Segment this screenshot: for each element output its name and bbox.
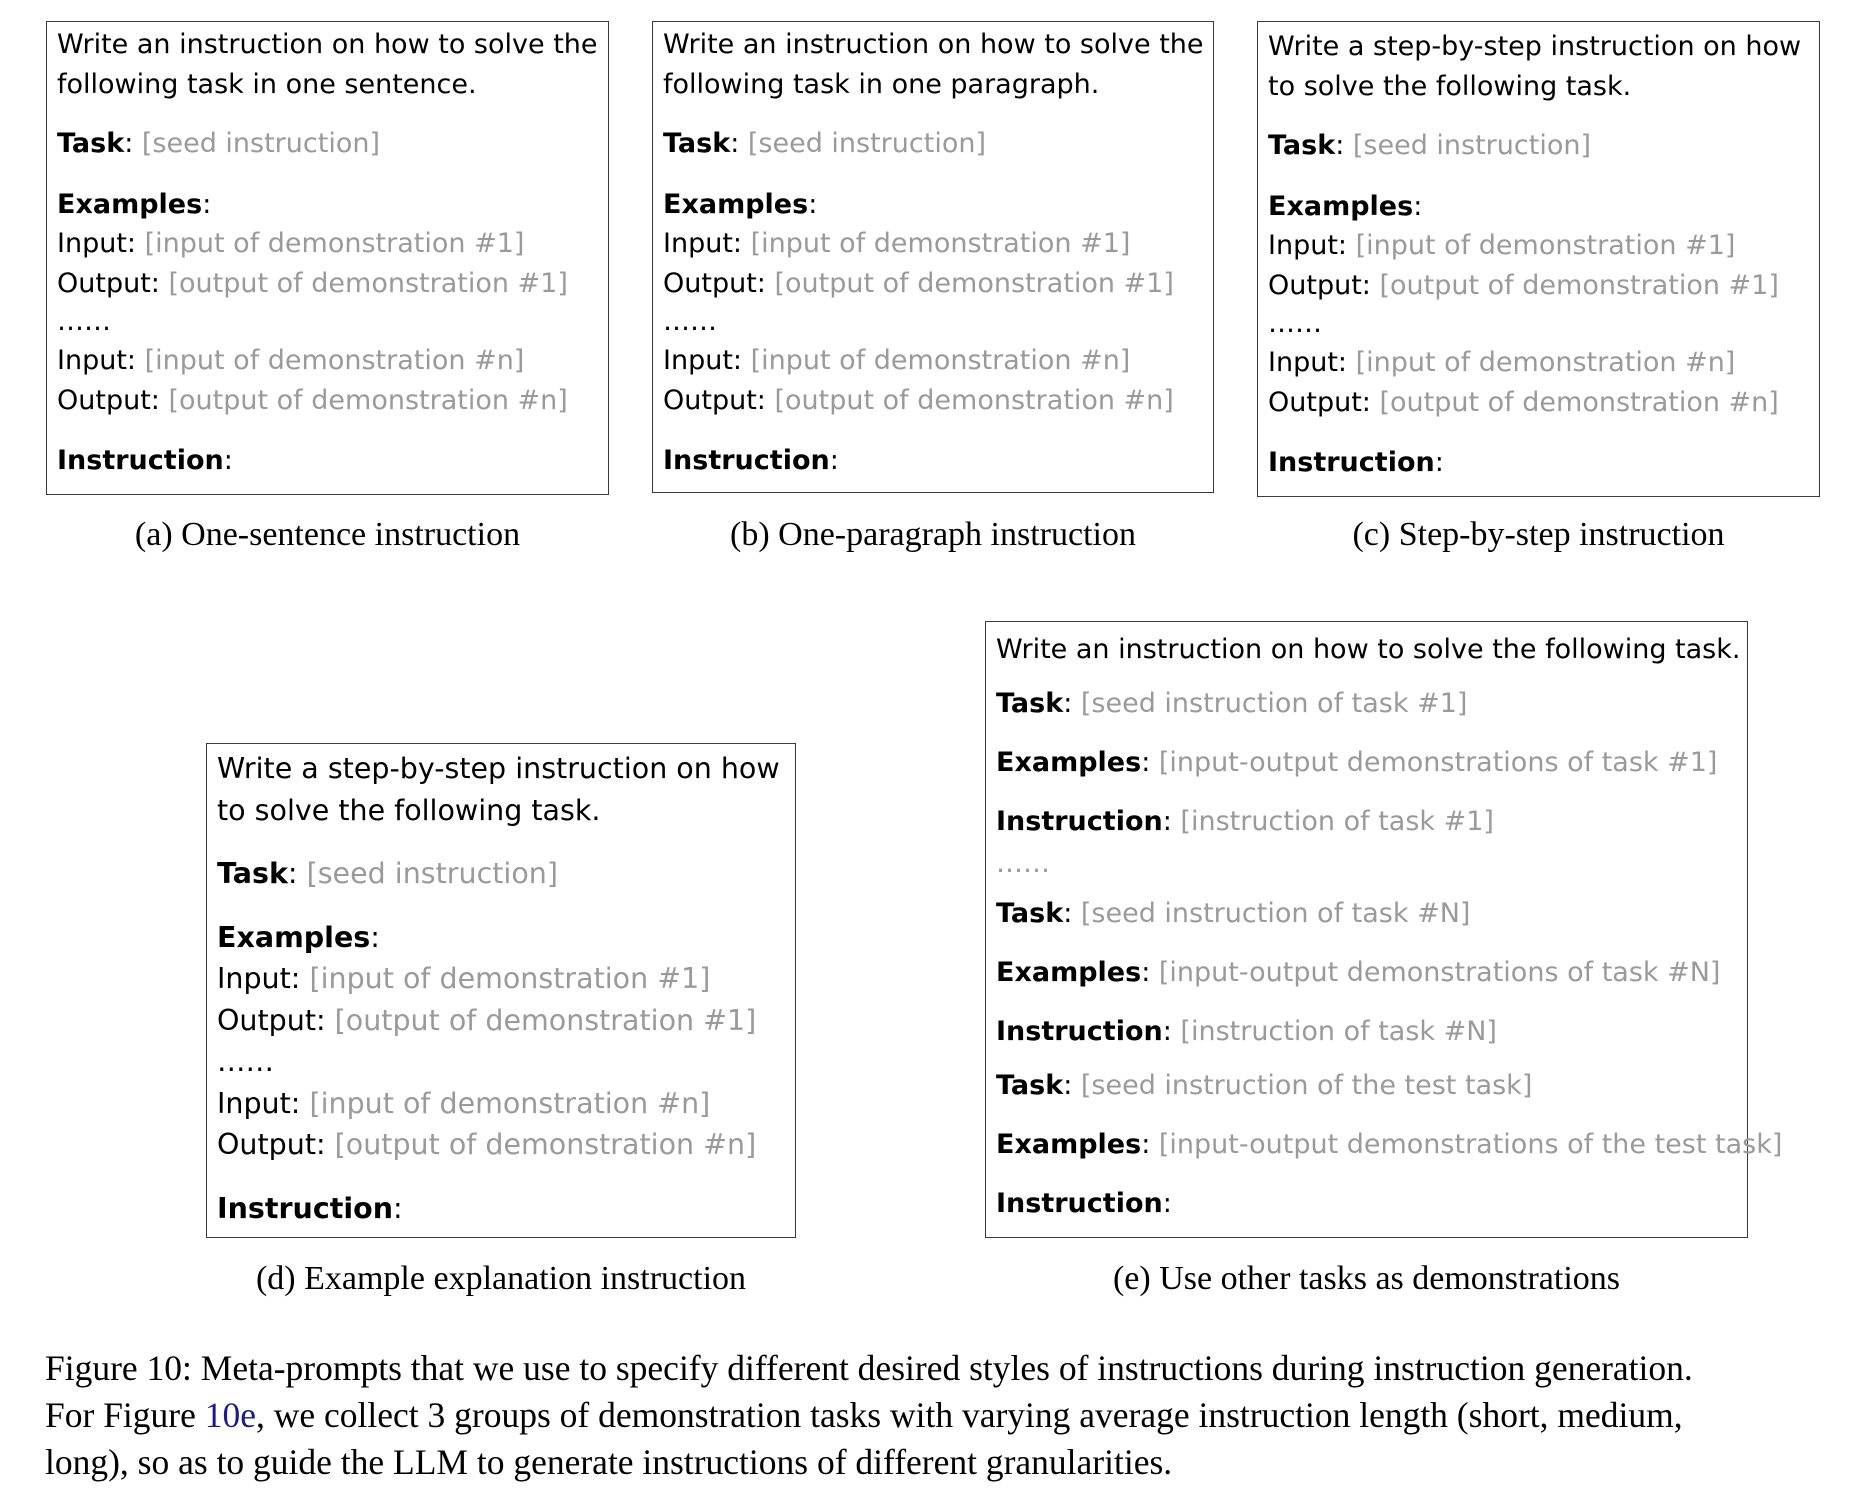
- task-value: [seed instruction]: [747, 128, 986, 159]
- output-label: Output:: [1268, 386, 1371, 418]
- input-1-value: [input of demonstration #1]: [750, 228, 1131, 259]
- instruction-label: Instruction: [996, 1016, 1163, 1047]
- instruction-label: Instruction: [57, 445, 224, 476]
- input-n-row: [57, 341, 598, 381]
- examples-row: Examples:: [1268, 190, 1423, 222]
- input-1-row: [217, 958, 785, 1000]
- panel-d: [206, 743, 796, 1238]
- output-1-value: [output of demonstration #1]: [774, 267, 1174, 299]
- output-label: Output:: [217, 1003, 326, 1037]
- examples-label: Examples: [996, 1129, 1142, 1160]
- task-label: Task: [217, 857, 288, 890]
- figure-caption: [45, 1345, 1835, 1486]
- output-label: Output:: [663, 384, 766, 416]
- ellipsis: ……: [57, 306, 111, 337]
- panel-a: [46, 21, 609, 495]
- header-line-1: Write a step-by-step instruction on how: [1268, 31, 1802, 62]
- output-label: Output:: [57, 267, 160, 299]
- instruction-label: Instruction: [996, 1188, 1163, 1219]
- panel-e: [985, 621, 1783, 1238]
- input-1-row: [663, 224, 1203, 264]
- task-1-value: [seed instruction of task #1]: [1080, 688, 1468, 719]
- task-row: Task: [seed instruction]: [1268, 130, 1591, 161]
- input-label: Input:: [217, 1086, 301, 1120]
- task-row: Task: [seed instruction]: [57, 128, 380, 159]
- task-label: Task: [996, 898, 1064, 929]
- task-row: Task: [seed instruction]: [663, 128, 986, 159]
- instruction-n-row: Instruction: [instruction of task #N]: [996, 1016, 1497, 1047]
- input-label: Input:: [57, 345, 137, 376]
- header-line-2: following task in one sentence.: [57, 68, 477, 100]
- instruction-label: Instruction: [1268, 447, 1435, 478]
- output-1-value: [output of demonstration #1]: [334, 1003, 757, 1037]
- ellipsis: ……: [996, 848, 1050, 879]
- task-1-row: Task: [seed instruction of task #1]: [996, 688, 1468, 719]
- task-label: Task: [1268, 130, 1336, 161]
- examples-test-value: [input-output demonstrations of the test task]: [1158, 1129, 1783, 1160]
- output-n-row: [663, 381, 1203, 421]
- examples-label: Examples: [217, 920, 371, 954]
- input-label: Input:: [1268, 230, 1348, 261]
- panel-c: [1257, 21, 1820, 497]
- header-line-1: Write an instruction on how to solve the: [663, 29, 1204, 60]
- examples-label: Examples: [1268, 190, 1414, 222]
- output-label: Output:: [217, 1128, 326, 1161]
- task-n-row: Task: [seed instruction of task #N]: [996, 898, 1471, 929]
- task-label: Task: [996, 1070, 1064, 1101]
- output-n-row: [217, 1124, 785, 1166]
- header-line-1: Write a step-by-step instruction on how: [217, 752, 780, 785]
- ellipsis: ……: [217, 1045, 274, 1078]
- examples-row: Examples:: [217, 920, 380, 954]
- output-label: Output:: [663, 267, 766, 299]
- instruction-label: Instruction: [663, 445, 830, 476]
- figure-caption-line-2: [45, 1392, 1835, 1439]
- figure-caption-suffix: , we collect 3 groups of demonstration tasks with varying average instruction length (short, medium,: [256, 1395, 1683, 1435]
- ellipsis: ……: [663, 306, 717, 337]
- examples-label: Examples: [996, 747, 1142, 778]
- instruction-test-row: Instruction:: [996, 1188, 1172, 1219]
- examples-row: Examples:: [57, 188, 212, 220]
- task-test-value: [seed instruction of the test task]: [1080, 1070, 1533, 1101]
- examples-n-row: Examples: [input-output demonstrations of task #N]: [996, 957, 1721, 988]
- instruction-label: Instruction: [217, 1191, 393, 1225]
- output-label: Output:: [1268, 269, 1371, 301]
- output-n-value: [output of demonstration #n]: [168, 384, 568, 416]
- figure-reference-link[interactable]: 10e: [204, 1395, 257, 1435]
- instruction-1-row: Instruction: [instruction of task #1]: [996, 806, 1494, 837]
- task-test-row: Task: [seed instruction of the test task]: [996, 1070, 1533, 1101]
- examples-n-value: [input-output demonstrations of task #N]: [1158, 957, 1721, 988]
- examples-1-value: [input-output demonstrations of task #1]: [1158, 747, 1718, 778]
- task-label: Task: [57, 128, 125, 159]
- examples-label: Examples: [57, 188, 203, 220]
- input-1-row: [57, 224, 598, 264]
- output-n-value: [output of demonstration #n]: [334, 1128, 757, 1161]
- task-n-value: [seed instruction of task #N]: [1080, 898, 1471, 929]
- task-row: Task: [seed instruction]: [217, 857, 558, 890]
- output-1-value: [output of demonstration #1]: [1379, 269, 1779, 301]
- input-n-row: [217, 1083, 785, 1125]
- instruction-1-value: [instruction of task #1]: [1180, 806, 1494, 837]
- instruction-row: Instruction:: [57, 445, 233, 476]
- instruction-row: Instruction:: [1268, 447, 1444, 478]
- output-1-row: [1268, 266, 1809, 306]
- input-n-value: [input of demonstration #n]: [750, 345, 1131, 376]
- figure-caption-line-3: long), so as to guide the LLM to generate instructions of different granularities.: [45, 1442, 1173, 1482]
- output-1-row: [57, 264, 598, 304]
- output-1-value: [output of demonstration #1]: [168, 267, 568, 299]
- examples-label: Examples: [663, 188, 809, 220]
- output-n-value: [output of demonstration #n]: [774, 384, 1174, 416]
- caption-d: (d) Example explanation instruction: [255, 1260, 747, 1297]
- examples-row: Examples:: [663, 188, 818, 220]
- examples-label: Examples: [996, 957, 1142, 988]
- input-1-row: [1268, 226, 1809, 266]
- input-n-value: [input of demonstration #n]: [1355, 347, 1736, 378]
- input-label: Input:: [57, 228, 137, 259]
- task-value: [seed instruction]: [1352, 130, 1591, 161]
- input-n-row: [663, 341, 1203, 381]
- header-line: Write an instruction on how to solve the following task.: [996, 634, 1741, 665]
- figure-caption-prefix: For Figure: [45, 1395, 205, 1435]
- examples-1-row: Examples: [input-output demonstrations of task #1]: [996, 747, 1718, 778]
- figure-caption-line-1: Figure 10: Meta-prompts that we use to specify different desired styles of instructions during instruction generation.: [45, 1348, 1693, 1388]
- input-1-value: [input of demonstration #1]: [309, 962, 711, 995]
- instruction-row: Instruction:: [217, 1191, 403, 1225]
- output-1-row: [217, 1000, 785, 1042]
- input-label: Input:: [1268, 347, 1348, 378]
- caption-a: (a) One-sentence instruction: [134, 516, 521, 553]
- task-value: [seed instruction]: [141, 128, 380, 159]
- ellipsis: ……: [1268, 308, 1322, 339]
- input-n-row: [1268, 343, 1809, 383]
- header-line-2: following task in one paragraph.: [663, 68, 1100, 100]
- panel-b: [652, 21, 1214, 493]
- header-line-1: Write an instruction on how to solve the: [57, 29, 598, 60]
- input-label: Input:: [663, 228, 743, 259]
- output-n-row: [1268, 383, 1809, 423]
- task-label: Task: [663, 128, 731, 159]
- header-line-2: to solve the following task.: [217, 793, 601, 827]
- input-n-value: [input of demonstration #n]: [309, 1086, 711, 1120]
- output-label: Output:: [57, 384, 160, 416]
- instruction-n-value: [instruction of task #N]: [1180, 1016, 1497, 1047]
- input-label: Input:: [217, 962, 301, 995]
- examples-test-row: Examples: [input-output demonstrations of the test task]: [996, 1129, 1783, 1160]
- caption-e: (e) Use other tasks as demonstrations: [1112, 1260, 1621, 1297]
- output-n-value: [output of demonstration #n]: [1379, 386, 1779, 418]
- input-n-value: [input of demonstration #n]: [144, 345, 525, 376]
- task-label: Task: [996, 688, 1064, 719]
- caption-b: (b) One-paragraph instruction: [730, 516, 1136, 553]
- input-1-value: [input of demonstration #1]: [1355, 230, 1736, 261]
- output-n-row: [57, 381, 598, 421]
- instruction-row: Instruction:: [663, 445, 839, 476]
- task-value: [seed instruction]: [306, 857, 558, 890]
- caption-c: (c) Step-by-step instruction: [1352, 516, 1725, 553]
- header-line-2: to solve the following task.: [1268, 70, 1632, 102]
- input-1-value: [input of demonstration #1]: [144, 228, 525, 259]
- output-1-row: [663, 264, 1203, 304]
- instruction-label: Instruction: [996, 806, 1163, 837]
- input-label: Input:: [663, 345, 743, 376]
